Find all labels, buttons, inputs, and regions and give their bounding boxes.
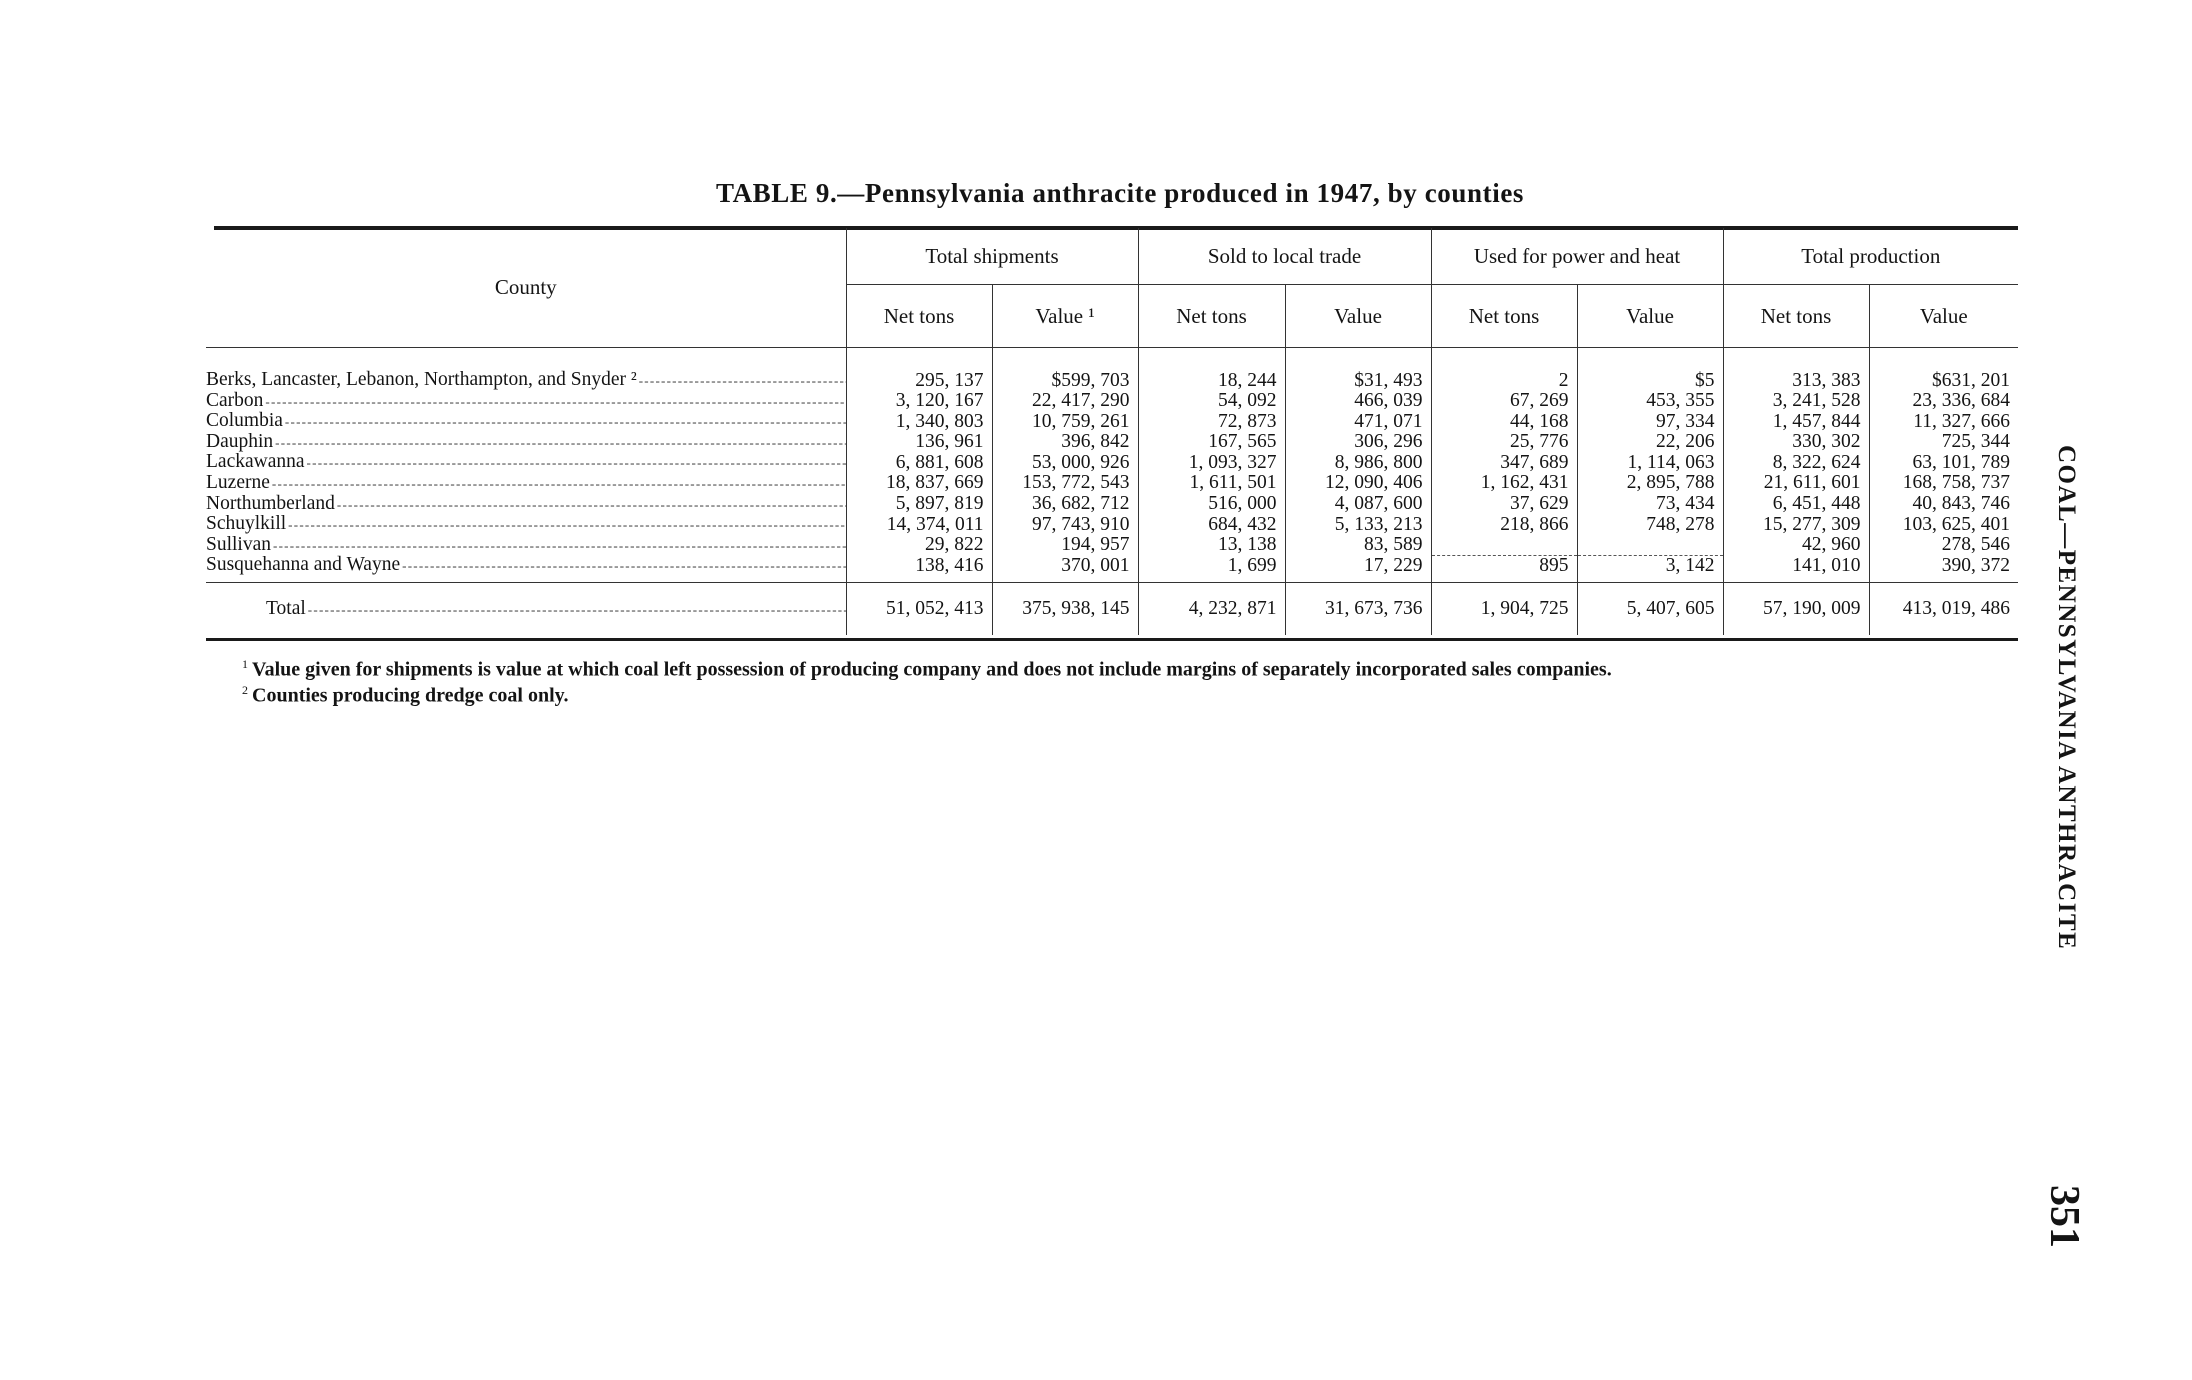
table-cell: 136, 961 — [846, 432, 992, 453]
table-cell: 167, 565 — [1138, 432, 1285, 453]
sub-header: Value ¹ — [992, 285, 1138, 348]
table-cell: 6, 881, 608 — [846, 452, 992, 473]
table-cell: 138, 416 — [846, 555, 992, 582]
table-cell: 25, 776 — [1431, 432, 1577, 453]
table-cell: 97, 743, 910 — [992, 514, 1138, 535]
table-cell: 5, 897, 819 — [846, 494, 992, 515]
table-cell: 23, 336, 684 — [1869, 391, 2018, 412]
total-cell: 413, 019, 486 — [1869, 582, 2018, 635]
empty-cell-dashed — [1577, 535, 1723, 556]
table-cell: 370, 001 — [992, 555, 1138, 582]
table-cell: 1, 162, 431 — [1431, 473, 1577, 494]
sub-header: Value — [1285, 285, 1431, 348]
table-cell: 396, 842 — [992, 432, 1138, 453]
table-cell: 67, 269 — [1431, 391, 1577, 412]
sub-header: Net tons — [846, 285, 992, 348]
table-cell: $5 — [1577, 348, 1723, 391]
table-cell: 73, 434 — [1577, 494, 1723, 515]
group-header-total-shipments: Total shipments — [846, 228, 1138, 285]
county-name: Dauphin - - - — [206, 432, 846, 453]
sub-header: Value — [1577, 285, 1723, 348]
county-name: Carbon - - - — [206, 391, 846, 412]
sub-header: Net tons — [1138, 285, 1285, 348]
table-cell: 103, 625, 401 — [1869, 514, 2018, 535]
bottom-rule — [206, 638, 2018, 641]
table-cell: 153, 772, 543 — [992, 473, 1138, 494]
table-cell: 42, 960 — [1723, 535, 1869, 556]
table-cell: 1, 699 — [1138, 555, 1285, 582]
county-name: Sullivan - - - — [206, 535, 846, 556]
table-cell: 12, 090, 406 — [1285, 473, 1431, 494]
table-cell: 21, 611, 601 — [1723, 473, 1869, 494]
total-cell: 5, 407, 605 — [1577, 582, 1723, 635]
table-cell: 14, 374, 011 — [846, 514, 992, 535]
table-cell: 218, 866 — [1431, 514, 1577, 535]
table-row — [206, 473, 2018, 494]
table-cell: 725, 344 — [1869, 432, 2018, 453]
total-cell: 57, 190, 009 — [1723, 582, 1869, 635]
table-cell: 29, 822 — [846, 535, 992, 556]
table-cell: 44, 168 — [1431, 411, 1577, 432]
table-cell: 347, 689 — [1431, 452, 1577, 473]
table-cell: 313, 383 — [1723, 348, 1869, 391]
table-title: TABLE 9.—Pennsylvania anthracite produced in 1947, by counties — [715, 178, 1525, 208]
total-label: Total - - - — [206, 582, 846, 635]
table-cell: 1, 611, 501 — [1138, 473, 1285, 494]
total-cell: 1, 904, 725 — [1431, 582, 1577, 635]
table-cell: 3, 142 — [1577, 555, 1723, 582]
table-cell: 1, 340, 803 — [846, 411, 992, 432]
table-container — [206, 228, 2018, 635]
group-header-power-heat: Used for power and heat — [1431, 228, 1723, 285]
empty-cell-dashed — [1431, 535, 1577, 556]
footnote-2: $^2$ Counties producing dredge coal only. — [242, 682, 569, 707]
sub-header: Net tons — [1723, 285, 1869, 348]
table-cell: 168, 758, 737 — [1869, 473, 2018, 494]
sub-header: Net tons — [1431, 285, 1577, 348]
table-cell: 18, 837, 669 — [846, 473, 992, 494]
table-row — [206, 494, 2018, 515]
table-cell: 40, 843, 746 — [1869, 494, 2018, 515]
anthracite-table — [206, 228, 2018, 635]
table-cell: 466, 039 — [1285, 391, 1431, 412]
table-cell: 5, 133, 213 — [1285, 514, 1431, 535]
table-cell: $31, 493 — [1285, 348, 1431, 391]
total-cell: 4, 232, 871 — [1138, 582, 1285, 635]
table-cell: 3, 241, 528 — [1723, 391, 1869, 412]
table-cell: 1, 457, 844 — [1723, 411, 1869, 432]
table-cell: 3, 120, 167 — [846, 391, 992, 412]
table-row — [206, 555, 2018, 582]
footnote-1: $^1$ Value given for shipments is value at which coal left possession of producing company and does not include margins of separately incorporated sales companies. — [242, 657, 1612, 681]
county-name: Schuylkill - - - — [206, 514, 846, 535]
total-row — [206, 582, 2018, 635]
county-name: Susquehanna and Wayne - - - — [206, 555, 846, 582]
table-cell: 516, 000 — [1138, 494, 1285, 515]
county-name: Lackawanna - - - — [206, 452, 846, 473]
table-cell: 141, 010 — [1723, 555, 1869, 582]
table-cell: $599, 703 — [992, 348, 1138, 391]
table-cell: 37, 629 — [1431, 494, 1577, 515]
total-cell: 31, 673, 736 — [1285, 582, 1431, 635]
table-cell: 53, 000, 926 — [992, 452, 1138, 473]
table-cell: 278, 546 — [1869, 535, 2018, 556]
table-cell: 306, 296 — [1285, 432, 1431, 453]
table-cell: 1, 114, 063 — [1577, 452, 1723, 473]
table-cell: 54, 092 — [1138, 391, 1285, 412]
table-row — [206, 452, 2018, 473]
county-name: Columbia - - - — [206, 411, 846, 432]
running-head: COAL—PENNSYLVANIA ANTHRACITE — [2053, 445, 2080, 951]
table-row — [206, 514, 2018, 535]
county-name: Berks, Lancaster, Lebanon, Northampton, and Snyder ² - - - — [206, 348, 846, 391]
table-cell: 72, 873 — [1138, 411, 1285, 432]
table-cell: 15, 277, 309 — [1723, 514, 1869, 535]
table-cell: 17, 229 — [1285, 555, 1431, 582]
table-row — [206, 432, 2018, 453]
table-cell: 194, 957 — [992, 535, 1138, 556]
table-cell: 2 — [1431, 348, 1577, 391]
table-cell: 10, 759, 261 — [992, 411, 1138, 432]
table-cell: 390, 372 — [1869, 555, 2018, 582]
table-cell: 330, 302 — [1723, 432, 1869, 453]
table-cell: 13, 138 — [1138, 535, 1285, 556]
table-cell: 11, 327, 666 — [1869, 411, 2018, 432]
table-cell: 83, 589 — [1285, 535, 1431, 556]
table-cell: 6, 451, 448 — [1723, 494, 1869, 515]
table-cell: 8, 322, 624 — [1723, 452, 1869, 473]
table-cell: 895 — [1431, 555, 1577, 582]
table-cell: 8, 986, 800 — [1285, 452, 1431, 473]
table-cell: 295, 137 — [846, 348, 992, 391]
county-name: Northumberland - - - — [206, 494, 846, 515]
county-header: County — [206, 228, 846, 348]
group-header-sold-local-trade: Sold to local trade — [1138, 228, 1431, 285]
table-cell: 2, 895, 788 — [1577, 473, 1723, 494]
table-cell: $631, 201 — [1869, 348, 2018, 391]
table-cell: 4, 087, 600 — [1285, 494, 1431, 515]
table-cell: 22, 206 — [1577, 432, 1723, 453]
total-cell: 375, 938, 145 — [992, 582, 1138, 635]
table-cell: 22, 417, 290 — [992, 391, 1138, 412]
page-number: 351 — [2041, 1185, 2087, 1248]
footnotes — [242, 654, 1942, 705]
table-cell: 1, 093, 327 — [1138, 452, 1285, 473]
table-row — [206, 348, 2018, 391]
sub-header: Value — [1869, 285, 2018, 348]
table-row — [206, 411, 2018, 432]
table-cell: 97, 334 — [1577, 411, 1723, 432]
table-row — [206, 535, 2018, 556]
table-cell: 684, 432 — [1138, 514, 1285, 535]
table-row — [206, 391, 2018, 412]
table-cell: 18, 244 — [1138, 348, 1285, 391]
county-name: Luzerne - - - — [206, 473, 846, 494]
table-cell: 453, 355 — [1577, 391, 1723, 412]
table-cell: 63, 101, 789 — [1869, 452, 2018, 473]
table-cell: 471, 071 — [1285, 411, 1431, 432]
total-cell: 51, 052, 413 — [846, 582, 992, 635]
table-cell: 36, 682, 712 — [992, 494, 1138, 515]
table-cell: 748, 278 — [1577, 514, 1723, 535]
group-header-total-production: Total production — [1723, 228, 2018, 285]
